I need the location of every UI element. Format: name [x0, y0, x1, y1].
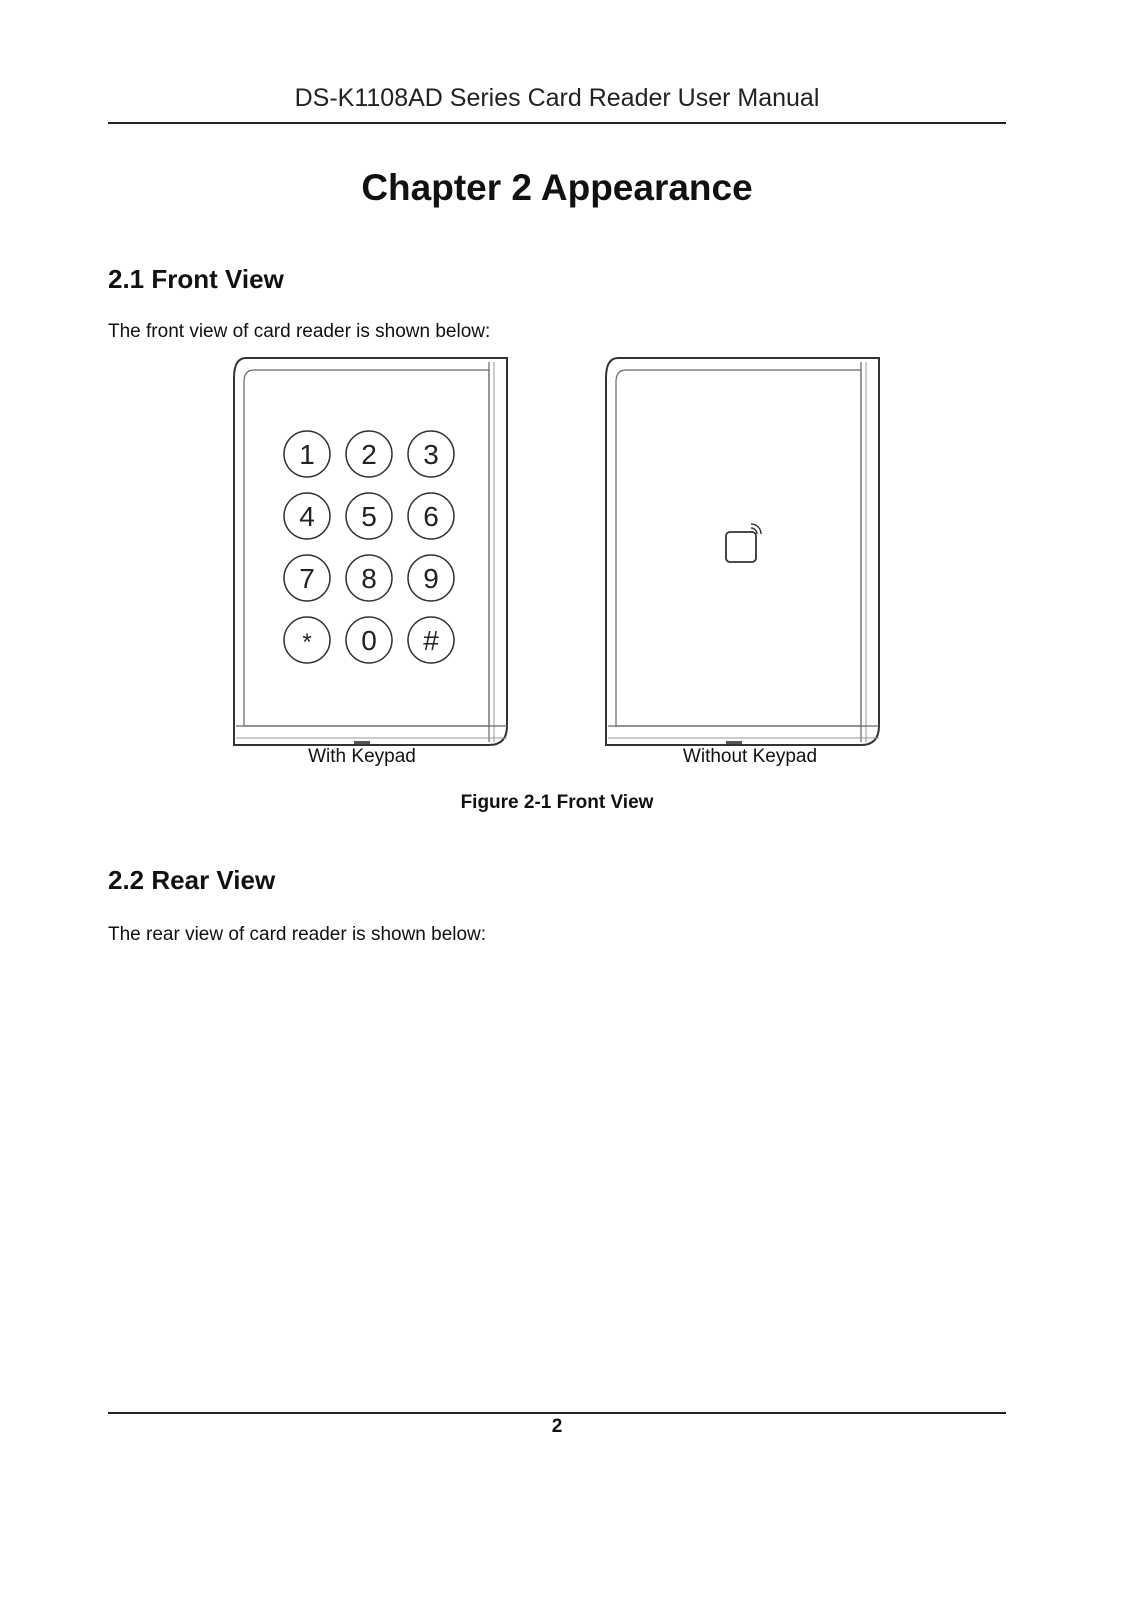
keypad-key-label: # [423, 625, 439, 656]
header-rule [108, 122, 1006, 124]
running-header: DS-K1108AD Series Card Reader User Manual [294, 84, 820, 112]
keypad-key [346, 431, 392, 477]
keypad-key [284, 617, 330, 663]
figure-caption: Figure 2-1 Front View [460, 792, 654, 813]
caption-with-keypad: With Keypad [308, 746, 416, 767]
keypad-key [346, 555, 392, 601]
keypad-key [408, 493, 454, 539]
keypad [284, 431, 454, 663]
keypad-key [408, 617, 454, 663]
card-reader-without-keypad [596, 352, 896, 748]
keypad-key-label: 7 [299, 563, 315, 594]
keypad-key-label: 5 [361, 501, 377, 532]
keypad-key [346, 617, 392, 663]
keypad-key-label: 1 [299, 439, 315, 470]
footer-rule [108, 1412, 1006, 1414]
card-reading-area-icon [726, 524, 761, 562]
page-number: 2 [551, 1416, 563, 1437]
section-heading-rear-view: 2.2 Rear View [108, 865, 276, 895]
front-view-figure [224, 352, 894, 782]
keypad-key-label: 9 [423, 563, 439, 594]
keypad-key [284, 555, 330, 601]
keypad-key-label: 8 [361, 563, 377, 594]
keypad-key-label: 2 [361, 439, 377, 470]
keypad-key-label: * [302, 629, 312, 656]
keypad-key [284, 431, 330, 477]
keypad-key-label: 4 [299, 501, 315, 532]
keypad-key-label: 0 [361, 625, 377, 656]
keypad-key [408, 555, 454, 601]
caption-without-keypad: Without Keypad [682, 746, 818, 767]
chapter-title: Chapter 2 Appearance [361, 167, 753, 208]
keypad-key [284, 493, 330, 539]
section-text-rear-view: The rear view of card reader is shown below: [108, 924, 487, 945]
keypad-key-label: 3 [423, 439, 439, 470]
keypad-key [408, 431, 454, 477]
card-reader-with-keypad [224, 352, 524, 748]
keypad-key [346, 493, 392, 539]
section-text-front-view: The front view of card reader is shown below: [108, 321, 491, 342]
keypad-key-label: 6 [423, 501, 439, 532]
section-heading-front-view: 2.1 Front View [108, 264, 284, 294]
